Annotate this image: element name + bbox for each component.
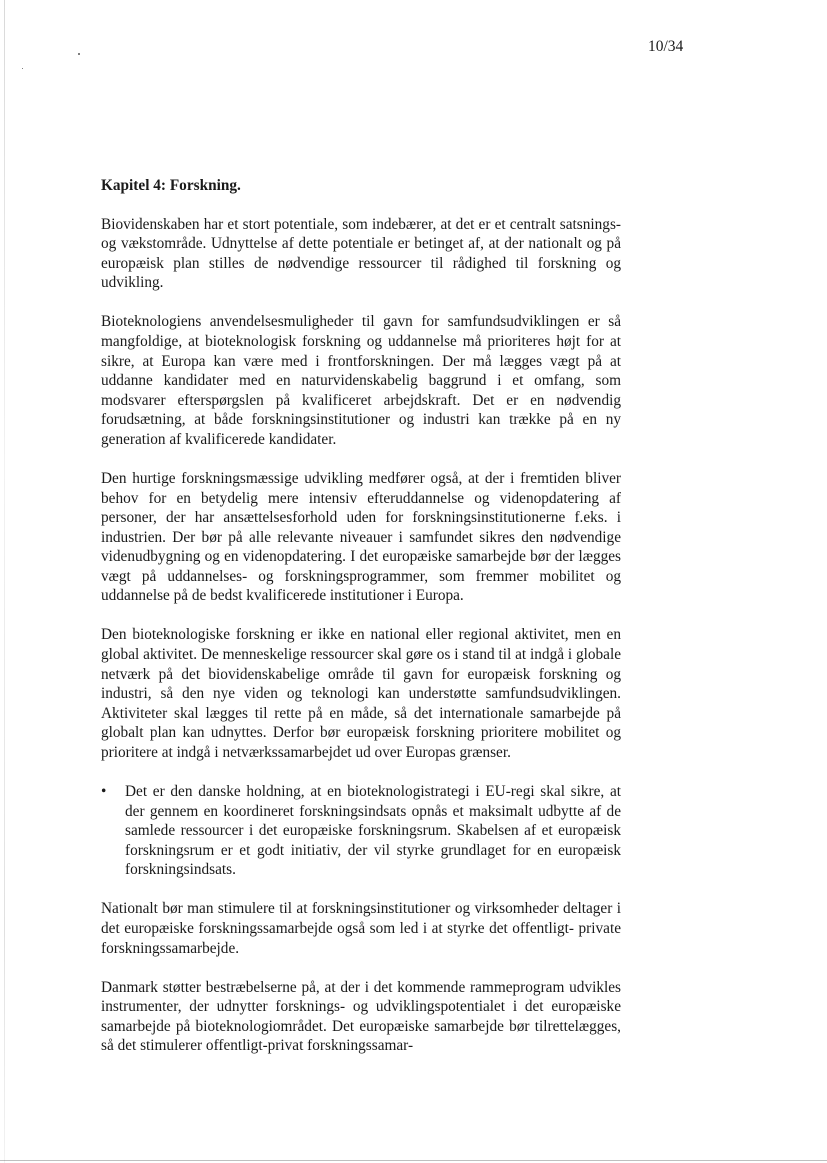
paragraph: Biovidenskaben har et stort potentiale, som indebærer, at det er et centralt satsnings- og vækstområde. Udnyttelse af dette potentiale er betinget af, at der nationalt og på europæisk plan stilles de nødvendige ressourcer til rådighed til forskning og udvikling. <box>101 215 621 292</box>
paragraph: Danmark støtter bestræbelserne på, at der i det kommende rammeprogram udvikles instrumenter, der udnytter forsknings- og udviklingspotentialet i det europæiske samarbejde på bioteknologiområdet. Det europæiske samarbejde bør tilrettelægges, så det stimulerer offentligt-privat forskningssamar- <box>101 978 621 1055</box>
bullet-mark: • <box>101 783 107 800</box>
chapter-heading: Kapitel 4: Forskning. <box>101 177 241 194</box>
bullet-item <box>101 782 621 880</box>
document-body <box>101 176 621 1075</box>
paragraph: Den bioteknologiske forskning er ikke en national eller regional aktivitet, men en global aktivitet. De menneskelige ressourcer skal gøre os i stand til at indgå i globale netværk på det biovidenskabelige område til gavn for europæisk forskning og industri, så den nye viden og teknologi kan understøtte samfundsudviklingen. Aktiviteter skal lægges til rette på en måde, så det internationale samarbejde på globalt plan kan udnyttes. Derfor bør europæisk forskning prioritere mobilitet og prioritere at indgå i netværkssamarbejdet ud over Europas grænser. <box>101 626 621 762</box>
bullet-list <box>101 782 621 880</box>
page-number: 10/34 <box>648 38 684 55</box>
scan-speck <box>22 68 23 69</box>
bullet-text: Det er den danske holdning, at en bioteknologistrategi i EU-regi skal sikre, at der gennem en koordineret forskningsindsats opnås et maksimalt udbytte af de samlede ressourcer i det europæiske forskningsrum. Skabelsen af et europæisk forskningsrum er et godt initiativ, der vil styrke grundlaget for en europæisk forskningsindsats. <box>125 783 621 879</box>
paragraph: Nationalt bør man stimulere til at forskningsinstitutioner og virksomheder deltager i det europæiske forskningssamarbejde også som led i at styrke det offentligt- private forskningssamarbejde. <box>101 900 621 957</box>
scan-edge-bottom <box>0 1160 827 1161</box>
scan-speck <box>78 53 80 55</box>
paragraph: Den hurtige forskningsmæssige udvikling medfører også, at der i fremtiden bliver behov for en betydelig mere intensiv efteruddannelse og videnopdatering af personer, der har ansættelsesforhold uden for forskningsinstitutionerne f.eks. i industrien. Der bør på alle relevante niveauer i samfundet sikres den nødvendige videnudbygning og en videnopdatering. I det europæiske samarbejde bør der lægges vægt på uddannelses- og forskningsprogrammer, som fremmer mobilitet og uddannelse på de bedst kvalificerede institutioner i Europa. <box>101 469 621 605</box>
paragraph: Bioteknologiens anvendelsesmuligheder til gavn for samfundsudviklingen er så mangfoldige, at bioteknologisk forskning og uddannelse må prioriteres højt for at sikre, at Europa kan være med i frontforskningen. Der må lægges vægt på at uddanne kandidater med en naturvidenskabelig baggrund i et omfang, som modsvarer efterspørgslen på kvalificeret arbejdskraft. Det er en nødvendig forudsætning, at både forskningsinstitutioner og industri kan trække på en ny generation af kvalificerede kandidater. <box>101 313 621 448</box>
scan-edge-left <box>4 0 5 1163</box>
